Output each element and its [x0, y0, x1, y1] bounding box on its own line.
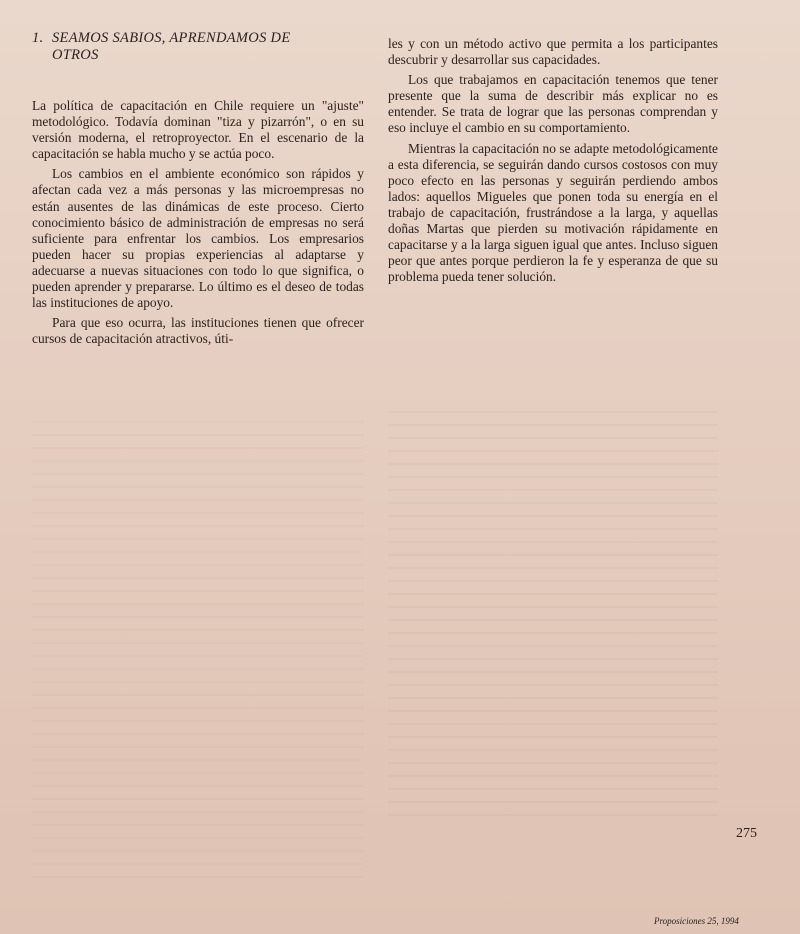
- bleed-through-right: [388, 400, 718, 820]
- heading-number: 1.: [32, 30, 44, 46]
- paragraph: Para que eso ocurra, las instituciones tienen que ofrecer cursos de capacitación atractivos, úti-: [32, 315, 364, 347]
- paragraph: les y con un método activo que permita a los participantes descubrir y desarrollar sus capacidades.: [388, 36, 718, 68]
- paragraph: Los cambios en el ambiente económico son rápidos y afectan cada vez a más personas y las microempresas no están ausentes de las dinámicas de este proceso. Cierto conocimiento básico de administración de empresas no será suficiente para enfrentar los cambios. Los empresarios pueden hacer su propias experiencias al adaptarse y adecuarse a nuevas situaciones con todo lo que significa, o pueden aprender y prepararse. Lo último es el deseo de todas las instituciones de apoyo.: [32, 166, 364, 311]
- section-heading: [32, 30, 364, 64]
- paragraph: La política de capacitación en Chile requiere un "ajuste" metodológico. Todavía dominan "tiza y pizarrón", o en su versión moderna, el retroproyector. En el escenario de la capacitación se habla mucho y se actúa poco.: [32, 98, 364, 162]
- heading-line-1: SEAMOS SABIOS, APRENDAMOS DE: [52, 30, 291, 46]
- page-number: 275: [736, 826, 757, 841]
- heading-line-2: OTROS: [52, 47, 99, 63]
- footer-citation: Proposiciones 25, 1994: [654, 916, 739, 926]
- right-column: [388, 36, 718, 285]
- paragraph: Los que trabajamos en capacitación tenemos que tener presente que la suma de describir más explicar no es entender. Se trata de lograr que las personas comprendan y eso incluye el cambio en su comportamiento.: [388, 72, 718, 136]
- bleed-through-left: [32, 410, 364, 880]
- paragraph: Mientras la capacitación no se adapte metodológicamente a esta diferencia, se seguirán dando cursos costosos con muy poco efecto en las personas y seguirán perdiendo ambos lados: aquellos Migueles que ponen toda su energía en el trabajo de capacitación, frustrándose a la larga, y aquellas doñas Martas que pierden su motivación rápidamente en capacitarse y a la larga siguen igual que antes. Incluso siguen peor que antes porque perdieron la fe y esperanza de que su problema pueda tener solución.: [388, 140, 718, 285]
- left-column: [32, 30, 364, 347]
